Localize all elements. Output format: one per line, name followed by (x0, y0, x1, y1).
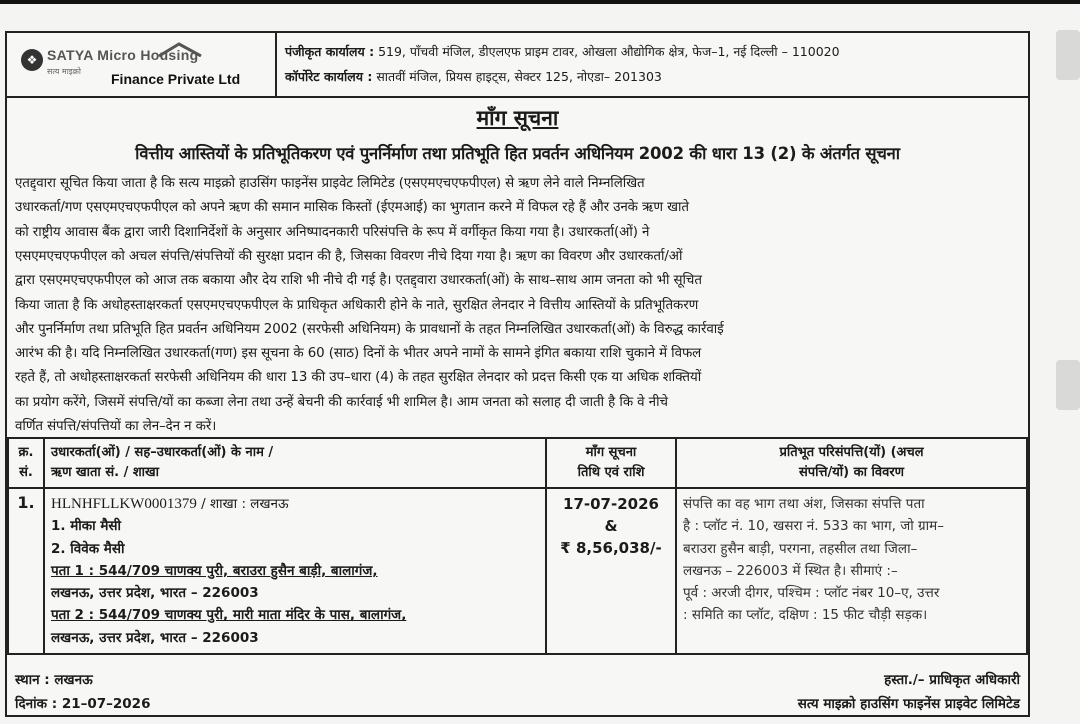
right-edge-strip (1056, 30, 1080, 80)
property-line: संपत्ति का वह भाग तथा अंश, जिसका संपत्ति पता (683, 496, 925, 512)
notice-body-line: किया जाता है कि अधोहस्ताक्षरकर्ता एसएमएचएफपीएल के प्राधिकृत अधिकारी होने के नाते, सुरक्षित लेनदार ने वित्तीय आस्तियों के प्रतिभूतिकरण (15, 297, 699, 313)
header-property-line1: प्रतिभूत परिसंपत्ति(यों) (अचल (779, 445, 924, 460)
company-logo (7, 33, 277, 96)
borrower-name-2: 2. विवेक मैसी (51, 540, 125, 557)
borrower-name-1: 1. मीका मैसी (51, 518, 122, 535)
registered-office-label: पंजीकृत कार्यालय : (285, 44, 375, 59)
corporate-office-address: सातवीं मंजिल, प्रियस हाइट्स, सेक्टर 125, नोएडा– 201303 (376, 69, 662, 84)
notice-body-line: उधारकर्ता/गण एसएमएचएफपीएल को अपने ऋण की समान मासिक किस्तों (ईएमआई) का भुगतान करने में विफल रहे हैं और उनके ऋण खाते (15, 200, 689, 216)
notice-body-line: को राष्ट्रीय आवास बैंक द्वारा जारी दिशानिर्देशों के अनुसार अनिष्पादनकारी परिसंपत्ति के रूप में वर्गीकृत किया गया है। उधारकर्ता(ओं) ने (15, 224, 650, 240)
property-line: पूर्व : अरजी दीगर, पश्चिम : प्लॉट नंबर 10–ए, उत्तर (683, 585, 940, 602)
header-demand (546, 438, 676, 488)
demand-amount: ₹ 8,56,038/- (560, 539, 662, 557)
header-borrower (44, 438, 546, 488)
borrower-cell (44, 488, 546, 654)
address-2-line2: लखनऊ, उत्तर प्रदेश, भारत – 226003 (51, 629, 259, 646)
header-sno-line2: सं. (19, 465, 33, 480)
header-borrower-line1: उधारकर्ता(ओं) / सह–उधारकर्ता(ओं) के नाम / (51, 445, 274, 460)
demand-amp: & (604, 517, 618, 535)
logo-emblem-icon: ❖ (21, 49, 43, 71)
loan-account-line (51, 493, 539, 515)
notice-header (7, 33, 1028, 98)
header-demand-line2: तिथि एवं राशि (577, 465, 645, 480)
corporate-office-label: कॉर्पोरेट कार्यालय : (285, 69, 373, 84)
registered-office (285, 43, 840, 60)
address-1-line1: पता 1 : 544/709 चाणक्य पुरी, बराउरा हुसैन बाड़ी, बालागंज, (51, 562, 378, 579)
header-sno-line1: क्र. (18, 445, 34, 460)
notice-body-line: और पुनर्निर्माण तथा प्रतिभूति हित प्रवर्तन अधिनियम 2002 (सरफेसी अधिनियम) के प्रावधानों के तहत निम्नलिखित उधारकर्ता(ओं) के विरुद्ध कार्रवाई (15, 321, 724, 337)
logo-line1: SATYA Micro Housing (47, 47, 199, 63)
header-property (676, 438, 1027, 488)
demand-notice (5, 31, 1030, 717)
table-row (8, 488, 1027, 654)
notice-body-line: एसएमएचएफपीएल को अचल संपत्ति/संपत्तियों की सुरक्षा प्रदान की है, जिसका विवरण नीचे दिया गया है। ऋण का विवरण और उधारकर्ता/ओं (15, 248, 683, 264)
demand-cell (546, 488, 676, 654)
notice-body-line: का प्रयोग करेंगे, जिसमें संपत्ति/यों का कब्जा लेना तथा उन्हें बेचनी की कार्रवाई भी शामिल है। आम जनता को सलाह दी जाती है कि वे नीचे (15, 394, 668, 410)
notice-subtitle: वित्तीय आस्तियों के प्रतिभूतिकरण एवं पुनर्निर्माण तथा प्रतिभूति हित प्रवर्तन अधिनियम 2002 की धारा 13 (2) के अंतर्गत सूचना (135, 144, 900, 163)
notice-body-line: द्वारा एसएमएचएफपीएल को आज तक बकाया और देय राशि भी नीचे दी गई है। एतद्द्वारा उधारकर्ता(ओं) के साथ–साथ आम जनता को भी सूचित (15, 273, 702, 289)
address-1-line2: लखनऊ, उत्तर प्रदेश, भारत – 226003 (51, 585, 259, 602)
corporate-office (285, 68, 662, 85)
notice-title-text: माँग सूचना (476, 106, 559, 130)
property-line: लखनऊ – 226003 में स्थित है। सीमाएं :– (683, 562, 898, 579)
property-line: बराउरा हुसैन बाड़ी, परगना, तहसील तथा जिला– (683, 540, 918, 557)
branch-name: / शाखा : लखनऊ (196, 496, 289, 512)
loan-account-number: HLNHFLLKW0001379 (51, 496, 197, 512)
notice-body-line: एतद्द्वारा सूचित किया जाता है कि सत्य माइक्रो हाउसिंग फाइनेंस प्राइवेट लिमिटेड (एसएमएचएफपीएल) से ऋण लेने वाले निम्नलिखित (15, 176, 645, 191)
notice-title (7, 104, 1028, 132)
registered-office-address: 519, पाँचवी मंजिल, डीएलएफ प्राइम टावर, ओखला औद्योगिक क्षेत्र, फेज–1, नई दिल्ली – 110020 (378, 44, 840, 59)
header-demand-line1: माँग सूचना (585, 445, 637, 460)
logo-tagline: सत्य माइक्रो (47, 67, 81, 76)
top-bar (0, 0, 1080, 4)
property-line: : समिति का प्लॉट, दक्षिण : 15 फीट चौड़ी सड़क। (683, 607, 928, 624)
logo-line2: Finance Private Ltd (111, 71, 241, 87)
property-line: है : प्लॉट नं. 10, खसरा नं. 533 का भाग, जो ग्राम– (683, 518, 944, 535)
header-sno (8, 438, 44, 488)
footer-place: स्थान : लखनऊ (15, 672, 93, 688)
header-borrower-line2: ऋण खाता सं. / शाखा (51, 465, 160, 480)
property-cell (676, 488, 1027, 654)
loan-table (7, 437, 1028, 655)
header-property-line2: संपत्ति/यों) का विवरण (798, 465, 905, 480)
address-2-line1: पता 2 : 544/709 चाणक्य पुरी, मारी माता मंदिर के पास, बालागंज, (51, 607, 407, 624)
footer-date: दिनांक : 21–07–2026 (15, 696, 151, 712)
footer-company: सत्य माइक्रो हाउसिंग फाइनेंस प्राइवेट लिमिटेड (797, 696, 1020, 712)
notice-body-line: वर्णित संपत्ति/संपत्तियों का लेन–देन न करें। (15, 419, 217, 434)
notice-body-line: आरंभ की है। यदि निम्नलिखित उधारकर्ता(गण) इस सूचना के 60 (साठ) दिनों के भीतर अपने नामों के सामने इंगित बकाया राशि चुकाने में विफल (15, 346, 702, 362)
footer-signatory: हस्ता./– प्राधिकृत अधिकारी (884, 672, 1020, 688)
right-edge-strip (1056, 360, 1080, 410)
row-sno: 1. (8, 488, 44, 654)
demand-date: 17-07-2026 (563, 495, 659, 513)
table-header-row (8, 438, 1027, 488)
notice-body-line: रहते हैं, तो अधोहस्ताक्षरकर्ता सरफेसी अधिनियम की धारा 13 की उप–धारा (4) के तहत सुरक्षित लेनदार को प्रदत्त किसी एक या अधिक शक्तियों (15, 370, 702, 386)
